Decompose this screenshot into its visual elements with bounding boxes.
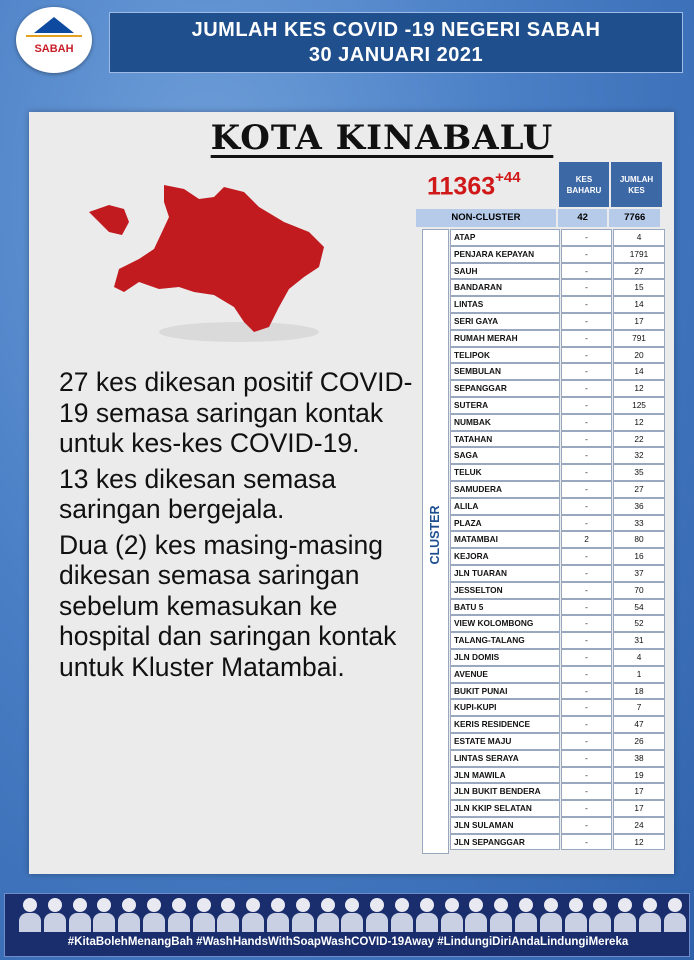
cluster-total: 24	[613, 817, 665, 834]
cluster-new: -	[561, 347, 612, 364]
col-header-new: KES BAHARU	[559, 162, 609, 207]
cluster-new: -	[561, 515, 612, 532]
cluster-new: -	[561, 783, 612, 800]
cluster-total: 16	[613, 548, 665, 565]
total-cases	[427, 169, 521, 201]
cluster-total: 17	[613, 783, 665, 800]
cluster-name: PLAZA	[450, 515, 560, 532]
cluster-total: 1791	[613, 246, 665, 263]
cluster-total: 4	[613, 649, 665, 666]
table-row	[450, 380, 666, 397]
table-row	[450, 229, 666, 246]
person-icon	[69, 898, 91, 932]
cluster-total: 17	[613, 313, 665, 330]
cluster-new: -	[561, 582, 612, 599]
table-row	[450, 296, 666, 313]
table-row	[450, 834, 666, 851]
cluster-total: 19	[613, 767, 665, 784]
table-row	[450, 431, 666, 448]
mountain-icon	[34, 17, 74, 33]
cluster-name: BANDARAN	[450, 279, 560, 296]
table-row	[450, 246, 666, 263]
table-row	[450, 699, 666, 716]
header-date: 30 JANUARI 2021	[308, 44, 484, 66]
table-row	[450, 515, 666, 532]
cluster-total: 35	[613, 464, 665, 481]
cluster-total: 32	[613, 447, 665, 464]
cluster-new: -	[561, 431, 612, 448]
cluster-total: 1	[613, 666, 665, 683]
cluster-new: -	[561, 733, 612, 750]
cluster-total: 4	[613, 229, 665, 246]
cluster-new: -	[561, 750, 612, 767]
cluster-name: KERIS RESIDENCE	[450, 716, 560, 733]
header-title: JUMLAH KES COVID -19 NEGERI SABAH	[191, 19, 601, 41]
cluster-name: JLN SULAMAN	[450, 817, 560, 834]
cluster-new: -	[561, 481, 612, 498]
cluster-total: 15	[613, 279, 665, 296]
cumulative-count: 11363	[427, 172, 496, 201]
non-cluster-new: 42	[558, 209, 608, 227]
cluster-name: ALILA	[450, 498, 560, 515]
person-icon	[44, 898, 66, 932]
table-row	[450, 447, 666, 464]
cluster-total: 125	[613, 397, 665, 414]
cluster-new: -	[561, 313, 612, 330]
person-icon	[267, 898, 289, 932]
cluster-new: -	[561, 716, 612, 733]
table-row	[450, 800, 666, 817]
cluster-total: 17	[613, 800, 665, 817]
person-icon	[341, 898, 363, 932]
cluster-total: 26	[613, 733, 665, 750]
person-icon	[391, 898, 413, 932]
cluster-total: 31	[613, 632, 665, 649]
person-icon	[565, 898, 587, 932]
cluster-new: -	[561, 699, 612, 716]
logo-text: SABAH	[34, 43, 74, 55]
sabah-logo	[16, 7, 92, 73]
cluster-total: 27	[613, 481, 665, 498]
cluster-total: 36	[613, 498, 665, 515]
cluster-name: NUMBAK	[450, 414, 560, 431]
table-row	[450, 733, 666, 750]
page-header	[109, 12, 683, 73]
cluster-label: CLUSTER	[428, 505, 442, 565]
person-icon	[93, 898, 115, 932]
cluster-total: 27	[613, 263, 665, 280]
cluster-total: 80	[613, 531, 665, 548]
cluster-label-cell	[422, 229, 449, 854]
cluster-name: JLN KKIP SELATAN	[450, 800, 560, 817]
cluster-name: BATU 5	[450, 599, 560, 616]
table-row	[450, 548, 666, 565]
person-icon	[143, 898, 165, 932]
cluster-new: -	[561, 666, 612, 683]
person-icon	[664, 898, 686, 932]
cluster-name: TELUK	[450, 464, 560, 481]
district-title: KOTA KINABALU	[210, 118, 554, 158]
cluster-new: -	[561, 615, 612, 632]
cluster-name: JLN TUARAN	[450, 565, 560, 582]
cluster-name: SERI GAYA	[450, 313, 560, 330]
cluster-name: VIEW KOLOMBONG	[450, 615, 560, 632]
person-icon	[614, 898, 636, 932]
table-row	[450, 498, 666, 515]
table-row	[450, 615, 666, 632]
cluster-name: SEMBULAN	[450, 363, 560, 380]
cluster-name: JLN MAWILA	[450, 767, 560, 784]
cluster-name: KEJORA	[450, 548, 560, 565]
cluster-name: KUPI-KUPI	[450, 699, 560, 716]
cluster-name: LINTAS	[450, 296, 560, 313]
table-row	[450, 464, 666, 481]
cluster-total: 54	[613, 599, 665, 616]
cluster-total: 14	[613, 363, 665, 380]
cluster-name: JLN BUKIT BENDERA	[450, 783, 560, 800]
cluster-name: TELIPOK	[450, 347, 560, 364]
person-icon	[292, 898, 314, 932]
description-paragraph: 27 kes dikesan positif COVID-19 semasa saringan kontak untuk kes-kes COVID-19.	[59, 367, 413, 458]
cluster-total: 14	[613, 296, 665, 313]
case-description	[59, 367, 419, 687]
cluster-name: SAGA	[450, 447, 560, 464]
table-row	[450, 750, 666, 767]
table-row	[450, 649, 666, 666]
cluster-name: MATAMBAI	[450, 531, 560, 548]
cluster-total: 38	[613, 750, 665, 767]
table-row	[450, 783, 666, 800]
person-icon	[317, 898, 339, 932]
cluster-new: -	[561, 229, 612, 246]
cluster-new: -	[561, 464, 612, 481]
cluster-new: -	[561, 565, 612, 582]
cluster-total: 47	[613, 716, 665, 733]
cluster-new: -	[561, 414, 612, 431]
cluster-name: JESSELTON	[450, 582, 560, 599]
non-cluster-total: 7766	[609, 209, 660, 227]
table-row	[450, 313, 666, 330]
cluster-name: AVENUE	[450, 666, 560, 683]
cluster-new: 2	[561, 531, 612, 548]
cluster-total: 20	[613, 347, 665, 364]
cluster-table	[450, 229, 666, 850]
table-row	[450, 716, 666, 733]
cluster-new: -	[561, 632, 612, 649]
cluster-new: -	[561, 246, 612, 263]
cluster-new: -	[561, 599, 612, 616]
non-cluster-row	[416, 209, 662, 227]
cluster-new: -	[561, 279, 612, 296]
new-count: +44	[495, 169, 521, 186]
cluster-total: 37	[613, 565, 665, 582]
person-icon	[242, 898, 264, 932]
non-cluster-name: NON-CLUSTER	[416, 209, 556, 227]
table-row	[450, 397, 666, 414]
cluster-total: 33	[613, 515, 665, 532]
cluster-new: -	[561, 800, 612, 817]
cluster-new: -	[561, 498, 612, 515]
cluster-total: 12	[613, 380, 665, 397]
cluster-new: -	[561, 447, 612, 464]
cluster-name: JLN SEPANGGAR	[450, 834, 560, 851]
person-icon	[366, 898, 388, 932]
footer-hashtags: #KitaBolehMenangBah #WashHandsWithSoapWashCOVID-19Away #LindungiDiriAndaLindungiMereka	[67, 936, 629, 948]
cluster-name: TALANG-TALANG	[450, 632, 560, 649]
cluster-new: -	[561, 263, 612, 280]
description-paragraph: Dua (2) kes masing-masing dikesan semasa saringan sebelum kemasukan ke hospital dan saringan kontak untuk Kluster Matambai.	[59, 529, 397, 682]
table-row	[450, 330, 666, 347]
table-row	[450, 347, 666, 364]
cluster-name: SAUH	[450, 263, 560, 280]
cluster-total: 791	[613, 330, 665, 347]
cluster-total: 12	[613, 414, 665, 431]
table-row	[450, 632, 666, 649]
cluster-new: -	[561, 363, 612, 380]
person-icon	[490, 898, 512, 932]
person-icon	[441, 898, 463, 932]
cluster-name: LINTAS SERAYA	[450, 750, 560, 767]
cluster-name: ESTATE MAJU	[450, 733, 560, 750]
person-icon	[540, 898, 562, 932]
person-icon	[193, 898, 215, 932]
cluster-name: SEPANGGAR	[450, 380, 560, 397]
person-icon	[19, 898, 41, 932]
person-icon	[168, 898, 190, 932]
cluster-name: SUTERA	[450, 397, 560, 414]
person-icon	[589, 898, 611, 932]
cluster-new: -	[561, 397, 612, 414]
table-row	[450, 666, 666, 683]
person-icon	[118, 898, 140, 932]
table-row	[450, 414, 666, 431]
table-row	[450, 767, 666, 784]
footer-banner	[4, 893, 690, 957]
person-icon	[515, 898, 537, 932]
table-row	[450, 817, 666, 834]
cluster-new: -	[561, 834, 612, 851]
cluster-new: -	[561, 649, 612, 666]
person-icon	[217, 898, 239, 932]
cluster-total: 18	[613, 683, 665, 700]
cluster-name: SAMUDERA	[450, 481, 560, 498]
table-row	[450, 683, 666, 700]
cluster-total: 7	[613, 699, 665, 716]
col-header-total: JUMLAH KES	[611, 162, 662, 207]
kota-kinabalu-map-icon	[84, 177, 344, 347]
table-row	[450, 531, 666, 548]
table-row	[450, 363, 666, 380]
table-row	[450, 481, 666, 498]
cluster-new: -	[561, 380, 612, 397]
person-icon	[416, 898, 438, 932]
cluster-new: -	[561, 296, 612, 313]
cluster-new: -	[561, 548, 612, 565]
table-row	[450, 582, 666, 599]
table-row	[450, 599, 666, 616]
cluster-name: RUMAH MERAH	[450, 330, 560, 347]
person-icon	[639, 898, 661, 932]
cluster-new: -	[561, 817, 612, 834]
cluster-name: ATAP	[450, 229, 560, 246]
cluster-total: 70	[613, 582, 665, 599]
table-row	[450, 279, 666, 296]
cluster-name: PENJARA KEPAYAN	[450, 246, 560, 263]
district-panel	[29, 112, 674, 874]
description-paragraph: 13 kes dikesan semasa saringan bergejala.	[59, 463, 336, 524]
cluster-name: BUKIT PUNAI	[450, 683, 560, 700]
cluster-total: 52	[613, 615, 665, 632]
table-row	[450, 565, 666, 582]
cluster-total: 12	[613, 834, 665, 851]
cluster-new: -	[561, 330, 612, 347]
cluster-name: JLN DOMIS	[450, 649, 560, 666]
cluster-new: -	[561, 683, 612, 700]
person-icon	[465, 898, 487, 932]
cluster-new: -	[561, 767, 612, 784]
table-row	[450, 263, 666, 280]
cluster-total: 22	[613, 431, 665, 448]
cluster-name: TATAHAN	[450, 431, 560, 448]
